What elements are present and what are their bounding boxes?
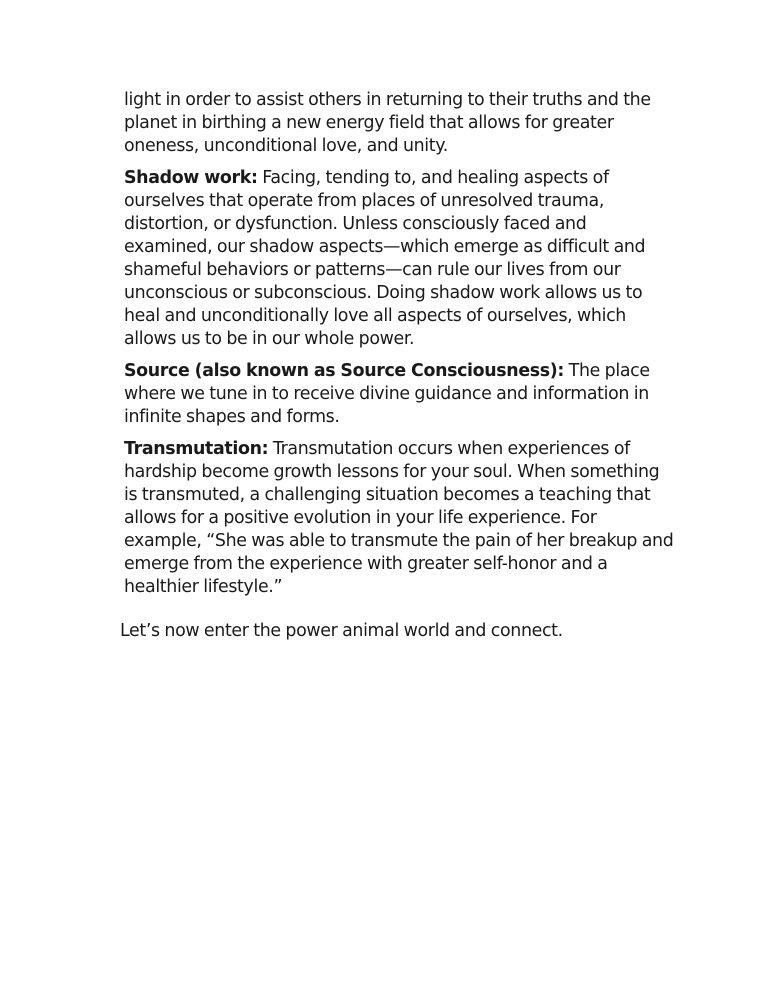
glossary-term: Shadow work: (124, 168, 258, 188)
glossary-text (124, 89, 676, 608)
glossary-definition: Facing, tending to, and healing aspects of ourselves that operate from places of unresolved trauma, distortion, or dysfunction. Unless consciously faced and examined, our shadow aspects—which emerge as difficult and shameful behaviors or patterns—can rule our lives from our unconscious or subconscious. Doing shadow work allows us to heal and unconditionally love all aspects of ourselves, which allows us to be in our whole power. (124, 168, 646, 349)
glossary-entry-transmutation (124, 438, 676, 599)
glossary-definition: Transmutation occurs when experiences of hardship become growth lessons for your soul. When something is transmuted, a challenging situation becomes a teaching that allows for a positive evolution in your life experience. For example, “She was able to transmute the pain of her breakup and emerge from the experience with greater self-honor and a healthier lifestyle.” (124, 439, 674, 597)
continuation-paragraph: light in order to assist others in returning to their truths and the planet in birthing a new energy field that allows for greater oneness, unconditional love, and unity. (124, 90, 651, 156)
glossary-definition: The place where we tune in to receive divine guidance and information in infinite shapes and forms. (124, 361, 650, 427)
glossary-entry-shadow-work (124, 167, 676, 351)
glossary-entry-source (124, 360, 676, 429)
glossary-term: Source (also known as Source Consciousness): (124, 361, 564, 381)
glossary-term: Transmutation: (124, 439, 269, 459)
closing-sentence: Let’s now enter the power animal world and connect. (120, 621, 563, 641)
